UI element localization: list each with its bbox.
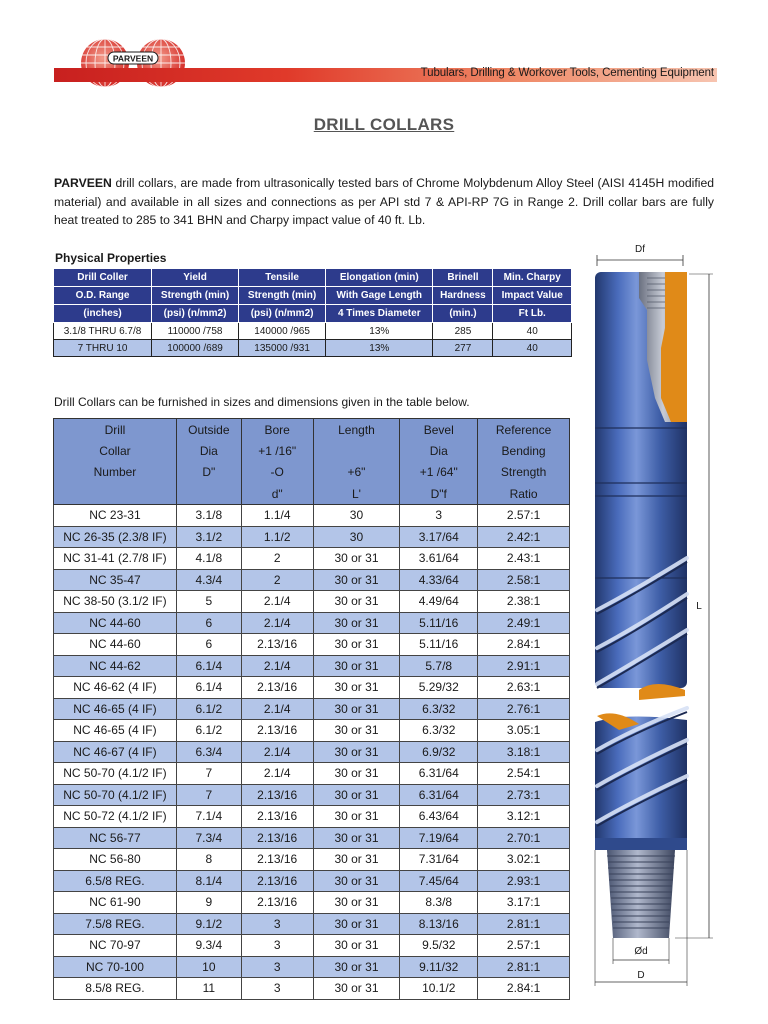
sizes-cell: 3.61/64	[400, 548, 478, 570]
physical-header-cell: 4 Times Diameter	[326, 305, 433, 323]
sizes-cell: 6.3/32	[400, 720, 478, 742]
sizes-cell: 3	[241, 978, 313, 1000]
sizes-cell: 30 or 31	[313, 784, 400, 806]
sizes-cell: 3.18:1	[478, 741, 570, 763]
physical-row	[54, 340, 572, 357]
sizes-cell: 30 or 31	[313, 978, 400, 1000]
sizes-cell: 30 or 31	[313, 655, 400, 677]
physical-header-cell: Impact Value	[493, 287, 572, 305]
sizes-cell: 5	[176, 591, 241, 613]
sizes-cell: 2.91:1	[478, 655, 570, 677]
sizes-cell: 30	[313, 526, 400, 548]
physical-cell: 110000 /758	[152, 323, 239, 340]
sizes-cell: NC 46-62 (4 IF)	[54, 677, 177, 699]
physical-header-row	[54, 269, 572, 287]
sizes-cell: 2.81:1	[478, 913, 570, 935]
sizes-cell: 6.3/32	[400, 698, 478, 720]
sizes-cell: 7.3/4	[176, 827, 241, 849]
sizes-cell: 2.63:1	[478, 677, 570, 699]
sizes-cell: 4.1/8	[176, 548, 241, 570]
sizes-cell: 2.13/16	[241, 634, 313, 656]
sizes-cell: 9	[176, 892, 241, 914]
sizes-cell: 6.5/8 REG.	[54, 870, 177, 892]
sizes-cell: 10.1/2	[400, 978, 478, 1000]
sizes-cell: 4.49/64	[400, 591, 478, 613]
sizes-cell: NC 46-67 (4 IF)	[54, 741, 177, 763]
sizes-cell: 8.1/4	[176, 870, 241, 892]
sizes-row	[54, 505, 570, 527]
sizes-row	[54, 526, 570, 548]
sizes-cell: 2.57:1	[478, 505, 570, 527]
sizes-header-cell: Dia	[400, 440, 478, 462]
sizes-cell: 4.3/4	[176, 569, 241, 591]
sizes-cell: 2.13/16	[241, 892, 313, 914]
sizes-cell: 30 or 31	[313, 806, 400, 828]
physical-header-cell: O.D. Range	[54, 287, 152, 305]
sizes-cell: 2.73:1	[478, 784, 570, 806]
sizes-header-cell: +1 /16"	[241, 440, 313, 462]
sizes-cell: 2.84:1	[478, 634, 570, 656]
physical-header-cell: Strength (min)	[152, 287, 239, 305]
intro-text: drill collars, are made from ultrasonically tested bars of Chrome Molybdenum Alloy Steel (AISI 4145H modified material) and available in all sizes and connections as per API std 7 & API-RP 7G in Range 2. Drill collar bars are fully heat treated to 285 to 341 BHN and Charpy impact value of 40 ft. Lb.	[54, 176, 714, 227]
sizes-cell: 7.31/64	[400, 849, 478, 871]
sizes-header-cell: L'	[313, 483, 400, 505]
sizes-cell: 8.13/16	[400, 913, 478, 935]
sizes-cell: NC 44-60	[54, 612, 177, 634]
sizes-cell: 10	[176, 956, 241, 978]
sizes-row	[54, 806, 570, 828]
sizes-header-cell: +1 /64"	[400, 462, 478, 484]
physical-cell: 40	[493, 323, 572, 340]
sizes-cell: 2.84:1	[478, 978, 570, 1000]
sizes-cell: 30 or 31	[313, 827, 400, 849]
sizes-cell: 30 or 31	[313, 569, 400, 591]
sizes-header-cell: Bevel	[400, 419, 478, 441]
sizes-cell: 3.1/2	[176, 526, 241, 548]
sizes-row	[54, 591, 570, 613]
physical-cell: 135000 /931	[239, 340, 326, 357]
sizes-header-row	[54, 462, 570, 484]
physical-header-cell: (psi) (n/mm2)	[152, 305, 239, 323]
sizes-row	[54, 655, 570, 677]
sizes-row	[54, 978, 570, 1000]
physical-header-cell: Hardness	[433, 287, 493, 305]
sizes-cell: 30 or 31	[313, 763, 400, 785]
sizes-cell: NC 26-35 (2.3/8 IF)	[54, 526, 177, 548]
sizes-cell: 30 or 31	[313, 870, 400, 892]
sizes-cell: 7.5/8 REG.	[54, 913, 177, 935]
label-d: D	[637, 970, 645, 981]
sizes-cell: 5.7/8	[400, 655, 478, 677]
sizes-cell: 2.1/4	[241, 741, 313, 763]
sizes-header-cell: Bore	[241, 419, 313, 441]
sizes-cell: 2.13/16	[241, 849, 313, 871]
sizes-cell: 2.1/4	[241, 698, 313, 720]
sizes-row	[54, 569, 570, 591]
sizes-header-cell: D"f	[400, 483, 478, 505]
physical-header-cell: Yield	[152, 269, 239, 287]
sizes-header-cell: Outside	[176, 419, 241, 441]
sizes-cell: 2.58:1	[478, 569, 570, 591]
sizes-cell: 9.5/32	[400, 935, 478, 957]
label-l: L	[696, 601, 702, 612]
physical-header-cell: Min. Charpy	[493, 269, 572, 287]
sizes-cell: 3	[241, 956, 313, 978]
sizes-cell: 6.1/4	[176, 677, 241, 699]
sizes-cell: 6.31/64	[400, 784, 478, 806]
sizes-row	[54, 935, 570, 957]
sizes-cell: 30 or 31	[313, 913, 400, 935]
sizes-cell: 2.54:1	[478, 763, 570, 785]
intro-paragraph	[54, 174, 714, 230]
sizes-cell: 2.38:1	[478, 591, 570, 613]
physical-cell: 277	[433, 340, 493, 357]
sizes-cell: 2.57:1	[478, 935, 570, 957]
physical-header-cell: Brinell	[433, 269, 493, 287]
sizes-cell: NC 50-72 (4.1/2 IF)	[54, 806, 177, 828]
physical-header-row	[54, 287, 572, 305]
sizes-header-cell	[54, 483, 177, 505]
sizes-cell: 2.1/4	[241, 763, 313, 785]
physical-header-cell: Tensile	[239, 269, 326, 287]
sizes-cell: 6.1/2	[176, 720, 241, 742]
sizes-cell: 7	[176, 763, 241, 785]
physical-cell: 13%	[326, 323, 433, 340]
sizes-cell: 30 or 31	[313, 634, 400, 656]
sizes-cell: 2	[241, 569, 313, 591]
physical-cell: 40	[493, 340, 572, 357]
sizes-header-cell: Drill	[54, 419, 177, 441]
physical-cell: 140000 /965	[239, 323, 326, 340]
sizes-cell: 2.13/16	[241, 720, 313, 742]
sizes-cell: 1.1/4	[241, 505, 313, 527]
sizes-cell: 3.1/8	[176, 505, 241, 527]
sizes-header-row	[54, 483, 570, 505]
sizes-cell: 2.93:1	[478, 870, 570, 892]
sizes-row	[54, 677, 570, 699]
sizes-header-cell: Reference	[478, 419, 570, 441]
sizes-cell: 9.11/32	[400, 956, 478, 978]
physical-header-cell: (inches)	[54, 305, 152, 323]
sizes-cell: 30 or 31	[313, 741, 400, 763]
sizes-header-row	[54, 419, 570, 441]
sizes-cell: 30 or 31	[313, 612, 400, 634]
sizes-header-cell: Number	[54, 462, 177, 484]
intro-brand: PARVEEN	[54, 176, 112, 190]
sizes-cell: NC 50-70 (4.1/2 IF)	[54, 784, 177, 806]
sizes-cell: 6	[176, 612, 241, 634]
sizes-cell: NC 70-100	[54, 956, 177, 978]
physical-header-cell: With Gage Length	[326, 287, 433, 305]
sizes-cell: 5.29/32	[400, 677, 478, 699]
sizes-cell: 5.11/16	[400, 612, 478, 634]
sizes-cell: NC 44-62	[54, 655, 177, 677]
sizes-header-cell	[176, 483, 241, 505]
sizes-cell: 3.12:1	[478, 806, 570, 828]
sizes-header-cell: +6"	[313, 462, 400, 484]
physical-properties-heading: Physical Properties	[55, 251, 167, 265]
sizes-cell: 2.81:1	[478, 956, 570, 978]
sizes-cell: 6.1/4	[176, 655, 241, 677]
sizes-cell: NC 50-70 (4.1/2 IF)	[54, 763, 177, 785]
sizes-cell: NC 56-80	[54, 849, 177, 871]
label-od: Ød	[634, 946, 648, 957]
sizes-cell: NC 44-60	[54, 634, 177, 656]
sizes-cell: 30 or 31	[313, 849, 400, 871]
sizes-cell: 6.1/2	[176, 698, 241, 720]
sizes-cell: 6	[176, 634, 241, 656]
sizes-cell: 8.3/8	[400, 892, 478, 914]
sizes-header-cell: Collar	[54, 440, 177, 462]
sizes-row	[54, 892, 570, 914]
page-title: DRILL COLLARS	[313, 115, 455, 134]
sizes-cell: 30 or 31	[313, 591, 400, 613]
sizes-cell: 2.42:1	[478, 526, 570, 548]
sizes-cell: 1.1/2	[241, 526, 313, 548]
sizes-row	[54, 763, 570, 785]
sizes-row	[54, 913, 570, 935]
sizes-cell: 2	[241, 548, 313, 570]
sizes-cell: 2.49:1	[478, 612, 570, 634]
sizes-cell: NC 46-65 (4 IF)	[54, 720, 177, 742]
sizes-row	[54, 720, 570, 742]
sizes-cell: NC 31-41 (2.7/8 IF)	[54, 548, 177, 570]
sizes-cell: 2.13/16	[241, 806, 313, 828]
sizes-header-row	[54, 440, 570, 462]
physical-cell: 7 THRU 10	[54, 340, 152, 357]
sizes-cell: 7.1/4	[176, 806, 241, 828]
sizes-header-cell: Bending	[478, 440, 570, 462]
sizes-cell: 7.19/64	[400, 827, 478, 849]
sizes-cell: 2.43:1	[478, 548, 570, 570]
header-tagline: Tubulars, Drilling & Workover Tools, Cementing Equipment	[420, 67, 714, 79]
drill-collar-drawing	[585, 238, 715, 988]
sizes-cell: 2.1/4	[241, 655, 313, 677]
sizes-cell: 7.45/64	[400, 870, 478, 892]
sizes-row	[54, 827, 570, 849]
sizes-row	[54, 784, 570, 806]
drill-collar-lower-body	[595, 708, 687, 938]
sizes-cell: 2.13/16	[241, 870, 313, 892]
physical-properties-table	[53, 268, 572, 357]
sizes-cell: NC 56-77	[54, 827, 177, 849]
sizes-cell: 6.43/64	[400, 806, 478, 828]
sizes-cell: 30 or 31	[313, 956, 400, 978]
sizes-cell: NC 38-50 (3.1/2 IF)	[54, 591, 177, 613]
sizes-cell: 30 or 31	[313, 892, 400, 914]
physical-cell: 100000 /689	[152, 340, 239, 357]
sizes-cell: 6.3/4	[176, 741, 241, 763]
sizes-row	[54, 634, 570, 656]
physical-header-cell: (psi) (n/mm2)	[239, 305, 326, 323]
sizes-cell: 3.17:1	[478, 892, 570, 914]
sizes-cell: 6.9/32	[400, 741, 478, 763]
sizes-header-cell: -O	[241, 462, 313, 484]
sizes-row	[54, 870, 570, 892]
physical-cell: 13%	[326, 340, 433, 357]
sizes-header-cell: Ratio	[478, 483, 570, 505]
drill-collar-upper-body	[595, 272, 687, 700]
sizes-cell: 5.11/16	[400, 634, 478, 656]
sizes-header-cell: D"	[176, 462, 241, 484]
sizes-cell: 3.17/64	[400, 526, 478, 548]
sizes-cell: 8	[176, 849, 241, 871]
physical-cell: 3.1/8 THRU 6.7/8	[54, 323, 152, 340]
sizes-cell: 2.13/16	[241, 827, 313, 849]
drill-collar-sizes-table	[53, 418, 570, 1000]
sizes-cell: 2.1/4	[241, 612, 313, 634]
physical-header-row	[54, 305, 572, 323]
sizes-cell: 30 or 31	[313, 720, 400, 742]
sizes-cell: NC 70-97	[54, 935, 177, 957]
sizes-header-cell: Strength	[478, 462, 570, 484]
sizes-row	[54, 612, 570, 634]
sizes-cell: 3.05:1	[478, 720, 570, 742]
sizes-cell: NC 61-90	[54, 892, 177, 914]
sizes-row	[54, 698, 570, 720]
sizes-cell: 7	[176, 784, 241, 806]
sizes-header-cell	[313, 440, 400, 462]
furnished-note: Drill Collars can be furnished in sizes and dimensions given in the table below.	[54, 395, 470, 409]
sizes-row	[54, 956, 570, 978]
sizes-cell: 9.3/4	[176, 935, 241, 957]
sizes-cell: 2.76:1	[478, 698, 570, 720]
sizes-cell: 11	[176, 978, 241, 1000]
physical-header-cell: Elongation (min)	[326, 269, 433, 287]
sizes-row	[54, 741, 570, 763]
physical-header-cell: (min.)	[433, 305, 493, 323]
sizes-header-cell: Length	[313, 419, 400, 441]
physical-header-cell: Drill Coller	[54, 269, 152, 287]
label-df: Df	[635, 244, 645, 255]
sizes-cell: NC 46-65 (4 IF)	[54, 698, 177, 720]
sizes-cell: 3.02:1	[478, 849, 570, 871]
sizes-cell: 8.5/8 REG.	[54, 978, 177, 1000]
sizes-cell: 2.1/4	[241, 591, 313, 613]
sizes-cell: 3	[241, 913, 313, 935]
sizes-cell: 6.31/64	[400, 763, 478, 785]
physical-row	[54, 323, 572, 340]
logo-brand-text: PARVEEN	[112, 53, 154, 64]
sizes-header-cell: Dia	[176, 440, 241, 462]
physical-header-cell: Ft Lb.	[493, 305, 572, 323]
sizes-row	[54, 548, 570, 570]
sizes-header-cell: d"	[241, 483, 313, 505]
physical-header-cell: Strength (min)	[239, 287, 326, 305]
sizes-cell: NC 23-31	[54, 505, 177, 527]
sizes-cell: 3	[241, 935, 313, 957]
sizes-cell: 30	[313, 505, 400, 527]
sizes-cell: 2.13/16	[241, 677, 313, 699]
sizes-row	[54, 849, 570, 871]
physical-cell: 285	[433, 323, 493, 340]
sizes-cell: NC 35-47	[54, 569, 177, 591]
sizes-cell: 30 or 31	[313, 698, 400, 720]
sizes-cell: 9.1/2	[176, 913, 241, 935]
sizes-cell: 3	[400, 505, 478, 527]
sizes-cell: 30 or 31	[313, 548, 400, 570]
sizes-cell: 2.70:1	[478, 827, 570, 849]
sizes-cell: 4.33/64	[400, 569, 478, 591]
sizes-cell: 2.13/16	[241, 784, 313, 806]
sizes-cell: 30 or 31	[313, 677, 400, 699]
sizes-cell: 30 or 31	[313, 935, 400, 957]
